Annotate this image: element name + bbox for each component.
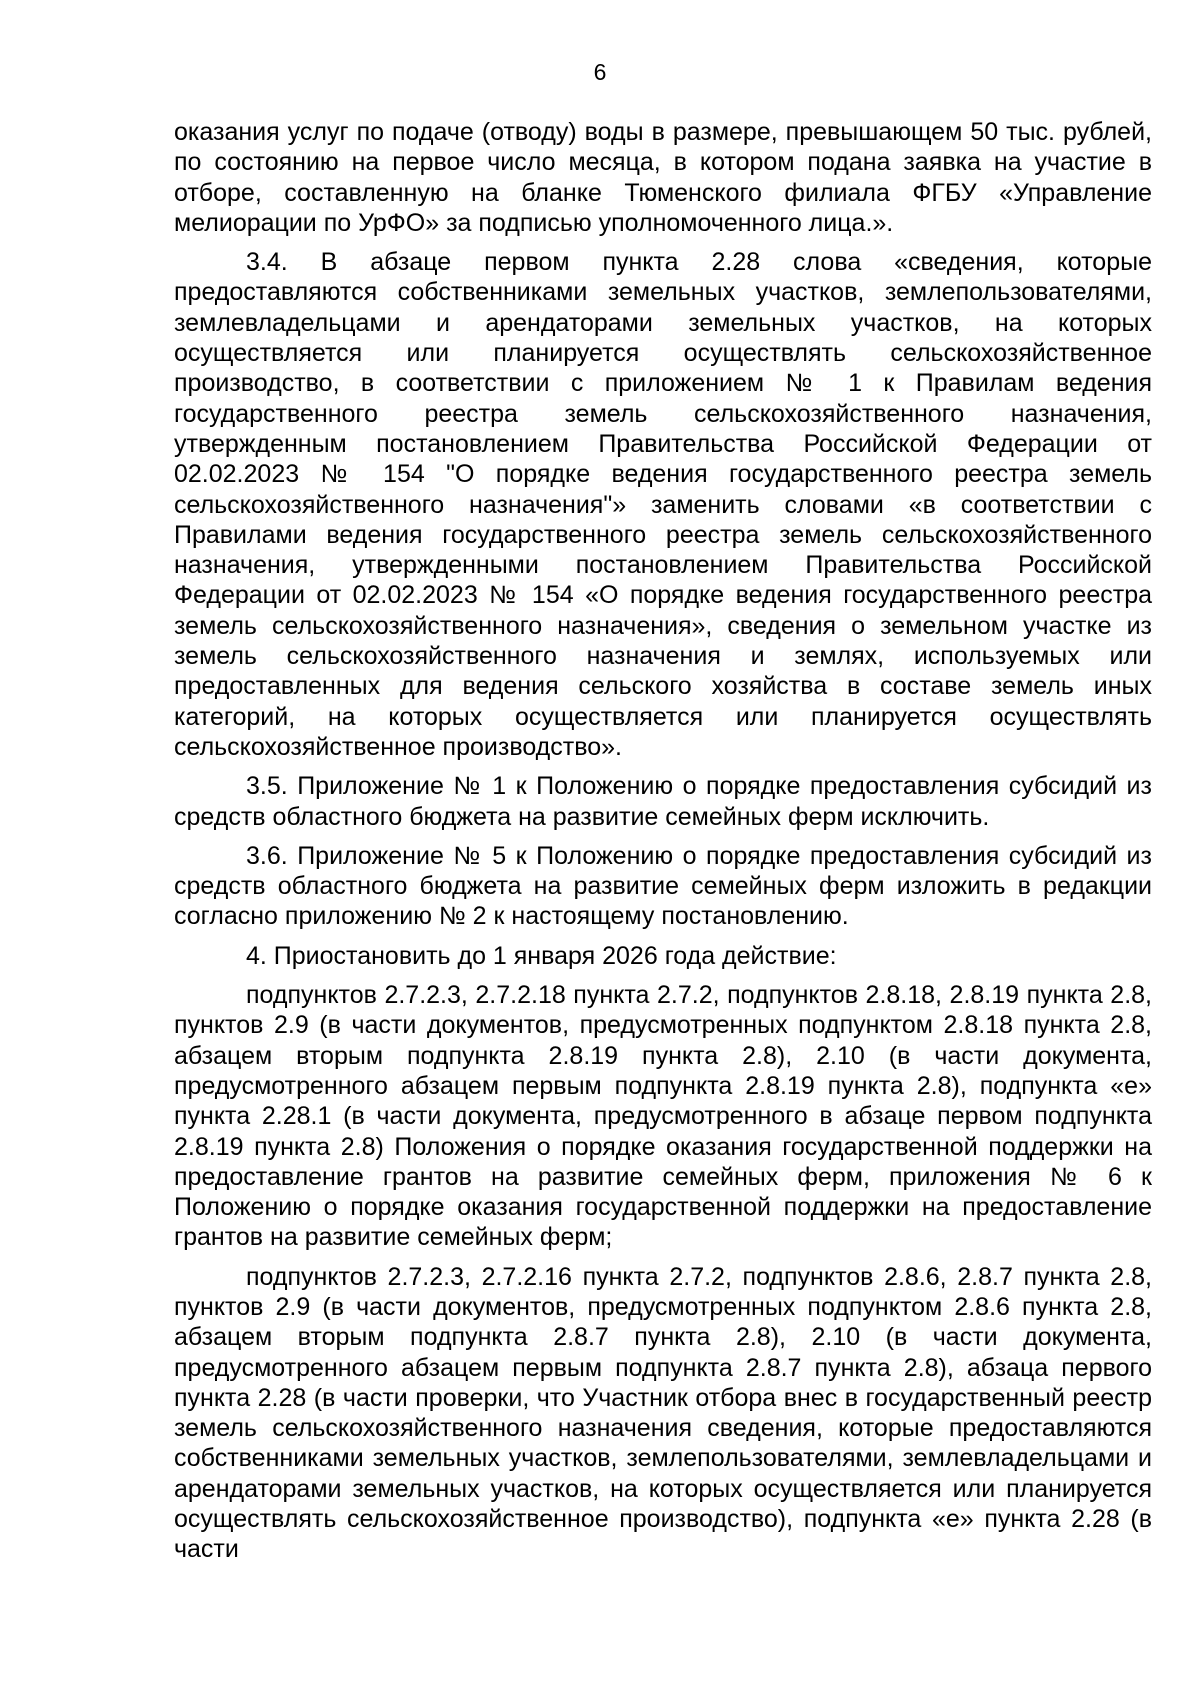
paragraph-3-5: 3.5. Приложение № 1 к Положению о порядке предоставления субсидий из средств областного бюджета на развитие семейных ферм исключить. (174, 772, 1152, 831)
paragraph-continuation: оказания услуг по подаче (отводу) воды в размере, превышающем 50 тыс. рублей, по состоянию на первое число месяца, в котором подана заявка на участие в отборе, составленную на бланке Тюменского филиала ФГБУ «Управление мелиорации по УрФО» за подписью уполномоченного лица.». (174, 118, 1152, 237)
document-body (174, 117, 1152, 1565)
paragraph-4-item-1: подпунктов 2.7.2.3, 2.7.2.18 пункта 2.7.2, подпунктов 2.8.18, 2.8.19 пункта 2.8, пунктов 2.9 (в части документов, предусмотренных подпунктом 2.8.18 пункта 2.8, абзацем вторым подпункта 2.8.19 пункта 2.8), 2.10 (в части документа, предусмотренного абзацем первым подпункта 2.8.19 пункта 2.8), подпункта «е» пункта 2.28.1 (в части документа, предусмотренного в абзаце первом подпункта 2.8.19 пункта 2.8) Положения о порядке оказания государственной поддержки на предоставление грантов на развитие семейных ферм, приложения № 6 к Положению о порядке оказания государственной поддержки на предоставление грантов на развитие семейных ферм; (174, 981, 1152, 1252)
paragraph-3-6: 3.6. Приложение № 5 к Положению о порядке предоставления субсидий из средств областного бюджета на развитие семейных ферм изложить в редакции согласно приложению № 2 к настоящему постановлению. (174, 841, 1152, 931)
page-number: 6 (593, 59, 607, 85)
paragraph-3-4: 3.4. В абзаце первом пункта 2.28 слова «сведения, которые предоставляются собственниками земельных участков, землепользователями, землевладельцами и арендаторами земельных участков, на которых осуществляется или планируется осуществлять сельскохозяйственное производство, в соответствии с приложением № 1 к Правилам ведения государственного реестра земель сельскохозяйственного назначения, утвержденным постановлением Правительства Российской Федерации от 02.02.2023 № 154 "О порядке ведения государственного реестра земель сельскохозяйственного назначения"» заменить словами «в соответствии с Правилами ведения государственного реестра земель сельскохозяйственного назначения, утвержденными постановлением Правительства Российской Федерации от 02.02.2023 № 154 «О порядке ведения государственного реестра земель сельскохозяйственного назначения», сведения о земельном участке из земель сельскохозяйственного назначения и землях, используемых или предоставленных для ведения сельского хозяйства в составе земель иных категорий, на которых осуществляется или планируется осуществлять сельскохозяйственное производство». (174, 248, 1152, 761)
paragraph-4-item-2: подпунктов 2.7.2.3, 2.7.2.16 пункта 2.7.2, подпунктов 2.8.6, 2.8.7 пункта 2.8, пунктов 2.9 (в части документов, предусмотренных подпунктом 2.8.6 пункта 2.8, абзацем вторым подпункта 2.8.7 пункта 2.8), 2.10 (в части документа, предусмотренного абзацем первым подпункта 2.8.7 пункта 2.8), абзаца первого пункта 2.28 (в части проверки, что Участник отбора внес в государственный реестр земель сельскохозяйственного назначения сведения, которые предоставляются собственниками земельных участков, землепользователями, землевладельцами и арендаторами земельных участков, на которых осуществляется или планируется осуществлять сельскохозяйственное производство), подпункта «е» пункта 2.28 (в части (174, 1262, 1152, 1564)
paragraph-4: 4. Приостановить до 1 января 2026 года действие: (246, 941, 837, 970)
